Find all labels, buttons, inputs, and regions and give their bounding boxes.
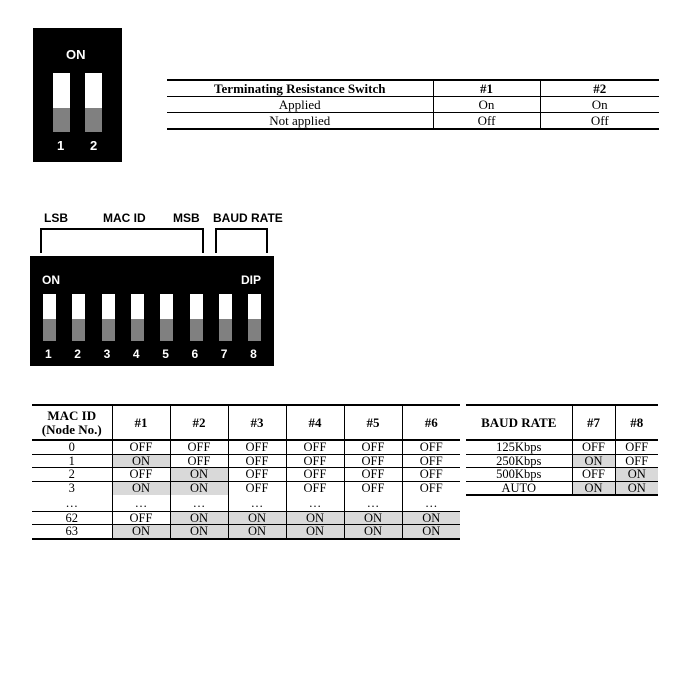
switch-state-cell: OFF	[112, 511, 170, 525]
dip-switch-lever-3[interactable]	[102, 294, 115, 341]
switch-state-cell: ON	[112, 481, 170, 495]
switch-state-cell: ON	[170, 468, 228, 482]
switch-state-cell: …	[112, 495, 170, 511]
switch-state-cell: …	[344, 495, 402, 511]
switch-state-cell: OFF	[228, 468, 286, 482]
dip-number-1: 1	[45, 347, 52, 361]
mac-id-cell: 3	[68, 481, 75, 495]
switch-state-cell: OFF	[344, 481, 402, 495]
row-label: Applied	[167, 97, 433, 113]
switch-state-cell: OFF	[286, 454, 344, 468]
switch-state-cell: OFF	[402, 481, 460, 495]
mac-id-cell: 0	[32, 440, 112, 454]
switch-state-cell: OFF	[228, 481, 286, 495]
switch-state-cell: ON	[112, 454, 170, 468]
switch-state-cell: OFF	[572, 468, 615, 482]
switch-state-cell: OFF	[286, 481, 344, 495]
table-row	[167, 97, 659, 113]
dip-number-6: 6	[191, 347, 199, 361]
switch-state-cell: …	[286, 495, 344, 511]
switch-state-cell: ON	[615, 481, 658, 495]
switch-state-cell: OFF	[572, 440, 615, 454]
header-switch-1: #1	[112, 405, 170, 440]
switch-state-cell: OFF	[228, 440, 286, 454]
switch-state-cell: OFF	[615, 454, 658, 468]
header-switch-4: #4	[286, 405, 344, 440]
switch-state-cell: ON	[615, 468, 658, 482]
dip-on-label: ON	[66, 47, 86, 62]
cell-value: Off	[540, 113, 659, 130]
dip-switch-lever-2[interactable]	[85, 73, 102, 132]
table-row	[32, 468, 658, 482]
switch-state-cell: …	[402, 495, 460, 511]
dip-number-1: 1	[57, 138, 65, 153]
baud-rate-cell: 125Kbps	[466, 440, 572, 454]
switch-state-cell: ON	[402, 525, 460, 539]
dip-switch-lever-7[interactable]	[219, 294, 232, 341]
switch-state-cell: ON	[286, 511, 344, 525]
table-row	[32, 481, 658, 495]
dip-switch-lever-1[interactable]	[53, 73, 70, 132]
dip-on-label: ON	[42, 273, 60, 287]
dip-number-7: 7	[220, 347, 228, 361]
header-baud-rate: BAUD RATE	[466, 405, 572, 440]
dip-number-3: 3	[103, 347, 111, 361]
mac-id-cell: 2	[32, 468, 112, 482]
table-row	[32, 454, 658, 468]
mac-id-bracket	[40, 228, 204, 253]
header-mac-id	[32, 405, 112, 440]
switch-state-cell: OFF	[402, 440, 460, 454]
dip-switch-lever-1[interactable]	[43, 294, 56, 341]
mac-id-cell: 1	[32, 454, 112, 468]
dip-number-4: 4	[132, 347, 140, 361]
table-row	[32, 440, 658, 454]
header-switch-7: #7	[572, 405, 615, 440]
dip-dip-label: DIP	[241, 273, 262, 287]
table-row	[32, 511, 658, 525]
switch-state-cell: OFF	[402, 468, 460, 482]
table-row	[32, 495, 658, 511]
baud-rate-cell: 250Kbps	[466, 454, 572, 468]
switch-state-cell: OFF	[170, 440, 228, 454]
header-switch-8: #8	[615, 405, 658, 440]
switch-state-cell: OFF	[344, 440, 402, 454]
mac-id-baud-table	[32, 404, 658, 540]
header-switch-3: #3	[228, 405, 286, 440]
cell-value: On	[433, 97, 540, 113]
table-row	[32, 525, 658, 539]
header-node-no-line2: (Node No.)	[41, 421, 102, 437]
mac-id-label: MAC ID	[103, 211, 146, 225]
switch-state-cell: ON	[112, 525, 170, 539]
switch-state-cell: ON	[344, 525, 402, 539]
switch-state-cell: OFF	[286, 468, 344, 482]
dip-switch-8pos	[30, 256, 274, 366]
cell-value: On	[540, 97, 659, 113]
header-switch-5: #5	[344, 405, 402, 440]
mac-id-cell: 63	[32, 525, 112, 539]
row-label: Not applied	[167, 113, 433, 130]
header-terminating-switch: Terminating Resistance Switch	[167, 80, 433, 97]
msb-label: MSB	[173, 211, 200, 225]
dip-number-5: 5	[162, 347, 169, 361]
dip-switch-lever-8[interactable]	[248, 294, 261, 341]
header-mac-id-line1: MAC ID	[47, 407, 97, 423]
switch-state-cell: ON	[572, 454, 615, 468]
dip-number-2: 2	[90, 138, 98, 153]
dip-number-2: 2	[74, 347, 81, 361]
switch-state-cell: ON	[344, 511, 402, 525]
dip-number-8: 8	[250, 347, 257, 361]
lsb-label: LSB	[44, 211, 68, 225]
switch-state-cell: ON	[228, 511, 286, 525]
dip-switch-2pos	[33, 28, 122, 162]
switch-state-cell: …	[228, 495, 286, 511]
switch-state-cell: OFF	[615, 440, 658, 454]
switch-state-cell: ON	[170, 511, 228, 525]
switch-state-cell: ON	[402, 511, 460, 525]
switch-state-cell: ON	[286, 525, 344, 539]
header-switch-1: #1	[433, 80, 540, 97]
table-row	[167, 113, 659, 130]
switch-state-cell: ON	[170, 525, 228, 539]
cell-value: Off	[433, 113, 540, 130]
header-switch-2: #2	[540, 80, 659, 97]
baud-rate-cell: 500Kbps	[466, 468, 572, 482]
switch-state-cell: ON	[170, 481, 228, 495]
dip-switch-lever-4[interactable]	[131, 294, 144, 341]
header-switch-6: #6	[402, 405, 460, 440]
dip-switch-lever-2[interactable]	[72, 294, 85, 341]
dip-switch-lever-5[interactable]	[160, 294, 173, 341]
switch-state-cell: ON	[228, 525, 286, 539]
switch-state-cell: OFF	[228, 454, 286, 468]
switch-state-cell: OFF	[402, 454, 460, 468]
header-switch-2: #2	[170, 405, 228, 440]
switch-state-cell: OFF	[344, 468, 402, 482]
terminating-resistance-table	[167, 79, 659, 130]
switch-state-cell: OFF	[112, 440, 170, 454]
mac-id-cell: …	[32, 495, 112, 511]
switch-state-cell: …	[170, 495, 228, 511]
switch-state-cell: OFF	[112, 468, 170, 482]
baud-rate-cell: AUTO	[466, 481, 572, 495]
baud-rate-bracket	[215, 228, 268, 253]
switch-state-cell: OFF	[170, 454, 228, 468]
dip-switch-lever-6[interactable]	[190, 294, 203, 341]
switch-state-cell: OFF	[344, 454, 402, 468]
baud-rate-label: BAUD RATE	[213, 211, 283, 225]
mac-id-cell: 62	[32, 511, 112, 525]
switch-state-cell: OFF	[286, 440, 344, 454]
switch-state-cell: ON	[572, 481, 615, 495]
